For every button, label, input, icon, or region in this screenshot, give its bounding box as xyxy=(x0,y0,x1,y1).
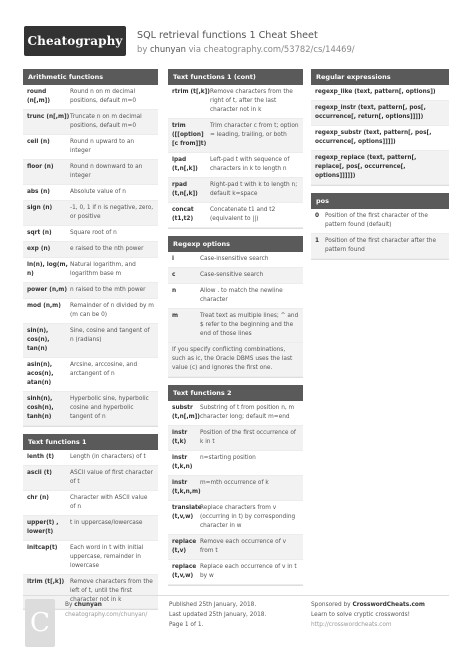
row-key: round (n[,m]) xyxy=(27,89,50,104)
row-value: Remove each occurrence of v from t xyxy=(200,539,287,554)
row-key: mod (n,m) xyxy=(27,303,61,309)
row-key: ascii (t) xyxy=(27,470,52,476)
sponsor-link[interactable]: http://crosswordcheats.com xyxy=(311,622,392,628)
published-date: Published 25th January, 2018. xyxy=(169,602,257,608)
row-value: Remainder of n divided by m (m can be 0) xyxy=(70,303,154,318)
row-value: Arcsine, arccosine, and arctangent of n xyxy=(70,362,138,377)
row-value: Position of the first occurrence of k in t xyxy=(200,430,296,445)
row-value: ASCII value of first character of t xyxy=(70,470,153,485)
row-value: Case-sensitive search xyxy=(200,272,264,278)
row-key: ln(n), log(m, n) xyxy=(27,262,68,277)
box-title: Text functions 2 xyxy=(168,385,303,401)
table-row xyxy=(311,151,449,185)
row-value: Sine, cosine and tangent of n (radians) xyxy=(70,328,150,343)
sponsor-name[interactable]: CrosswordCheats.com xyxy=(352,602,425,608)
table-row xyxy=(168,119,303,153)
box-title: Regular expressions xyxy=(311,69,449,85)
row-key: instr (t,k,n) xyxy=(172,455,193,470)
table-row xyxy=(23,85,158,110)
table-row xyxy=(168,309,303,343)
footer-author xyxy=(65,600,147,620)
row-value: Truncate n on m decimal positions, default m=0 xyxy=(70,114,142,129)
row-value: Natural logarithm, and logarithm base m xyxy=(70,262,136,277)
row-key: trunc (n[,m]) xyxy=(27,114,70,120)
row-key: chr (n) xyxy=(27,495,49,501)
text-functions-2-box xyxy=(168,385,303,586)
table-row xyxy=(311,234,449,259)
row-key: upper(t) , lower(t) xyxy=(27,520,59,535)
regexp-options-note: If you specify conflicting combinations, such as ic, the Oracle DBMS uses the last value (c) and ignores the first one. xyxy=(168,343,303,377)
row-value: Absolute value of n xyxy=(70,189,126,195)
row-value: Case-insensitive search xyxy=(200,256,269,262)
row-value: Replace each occurrence of v in t by w xyxy=(200,564,297,579)
row-key: sinh(n), cosh(n), tanh(n) xyxy=(27,396,54,420)
box-title: Regexp options xyxy=(168,236,303,252)
table-row xyxy=(311,209,449,234)
sponsor-text: Learn to solve cryptic crosswords! xyxy=(311,612,410,618)
table-row xyxy=(23,258,158,283)
table-row xyxy=(23,450,158,466)
column-3 xyxy=(311,69,449,267)
table-row xyxy=(168,252,303,268)
row-key: instr (t,k,n,m) xyxy=(172,480,201,495)
footer-by-label: By xyxy=(65,602,73,608)
row-key: rpad (t,n[,k]) xyxy=(172,182,198,197)
footer-dates xyxy=(169,600,266,630)
table-row xyxy=(168,268,303,284)
table-row xyxy=(23,242,158,258)
box-title: Arithmetic functions xyxy=(23,69,158,85)
row-key: ceil (n) xyxy=(27,139,50,145)
table-row xyxy=(311,101,449,126)
row-key: replace (t,v) xyxy=(172,539,197,554)
row-key: i xyxy=(172,256,174,262)
row-key: rtrim (t[,k]) xyxy=(172,89,210,95)
table-row xyxy=(168,560,303,585)
table-row xyxy=(23,135,158,160)
row-value: Right-pad t with k to length n; default k=space xyxy=(210,182,298,197)
row-value: Round n on m decimal positions, default m=0 xyxy=(70,89,137,104)
row-key: trim ([[option] [c from]]t) xyxy=(172,123,207,147)
arithmetic-functions-box xyxy=(23,69,158,427)
row-key: lpad (t,n[,k]) xyxy=(172,157,198,172)
row-key: 0 xyxy=(315,213,320,219)
table-row xyxy=(168,153,303,178)
by-label: by xyxy=(137,44,148,54)
via-label: via xyxy=(188,44,201,54)
table-row xyxy=(23,226,158,242)
row-key: sin(n), cos(n), tan(n) xyxy=(27,328,50,352)
row-value: Each word in t with initial uppercase, remainder in lowercase xyxy=(70,545,144,569)
box-title: Text functions 1 (cont) xyxy=(168,69,303,85)
row-key: regexp_substr (text, pattern[, pos[, occurrence[, options]]]]) xyxy=(315,130,432,145)
row-key: ltrim (t[,k]) xyxy=(27,579,65,585)
table-row xyxy=(168,426,303,451)
row-value: Replace characters from v (occurring in t) by corresponding character in w xyxy=(200,505,296,529)
row-key: replace (t,v,w) xyxy=(172,564,197,579)
table-row xyxy=(311,126,449,151)
footer-sponsor xyxy=(311,600,425,630)
row-key: asin(n), acos(n), atan(n) xyxy=(27,362,54,386)
row-key: c xyxy=(172,272,176,278)
footer-author-name[interactable]: chunyan xyxy=(74,602,102,608)
row-value: Square root of n xyxy=(70,230,117,236)
column-2 xyxy=(168,69,303,593)
box-title: Text functions 1 xyxy=(23,434,158,450)
table-row xyxy=(168,535,303,560)
table-row xyxy=(23,358,158,392)
table-row xyxy=(23,324,158,358)
table-row xyxy=(23,491,158,516)
table-row xyxy=(23,201,158,226)
row-value: Character with ASCII value of n xyxy=(70,495,148,510)
row-key: substr (t,n[,m]) xyxy=(172,405,200,420)
table-row xyxy=(23,110,158,135)
table-row xyxy=(23,185,158,201)
footer-author-link[interactable]: cheatography.com/chunyan/ xyxy=(65,612,148,618)
row-value: Trim character c from t; option = leading, trailing, or both xyxy=(210,123,299,138)
row-key: translate (t,v,w) xyxy=(172,505,202,520)
row-value: Left-pad t with sequence of characters in k to length n xyxy=(210,157,290,172)
row-key: regexp_like (text, pattern[, options]) xyxy=(315,89,436,95)
row-key: n xyxy=(172,288,177,294)
page-subtitle xyxy=(137,44,355,54)
table-row xyxy=(23,516,158,541)
table-row xyxy=(23,466,158,491)
regular-expressions-box xyxy=(311,69,449,186)
cheatography-logo[interactable]: Cheatography xyxy=(24,26,126,56)
table-row xyxy=(168,401,303,426)
row-key: instr (t,k) xyxy=(172,430,188,445)
row-key: regexp_instr (text, pattern[, pos[, occurrence[, return[, options]]]]) xyxy=(315,105,426,120)
row-key: sqrt (n) xyxy=(27,230,52,236)
table-row xyxy=(23,160,158,185)
table-row xyxy=(23,283,158,299)
sheet-url-link[interactable]: cheatography.com/53782/cs/14469/ xyxy=(203,44,355,54)
sponsor-label: Sponsored by xyxy=(311,602,351,608)
row-key: abs (n) xyxy=(27,189,50,195)
row-key: sign (n) xyxy=(27,205,53,211)
author-link[interactable]: chunyan xyxy=(149,44,186,54)
row-value: -1, 0, 1 if n is negative, zero, or positive xyxy=(70,205,154,220)
column-1 xyxy=(23,69,158,617)
table-row xyxy=(23,392,158,426)
row-value: Remove characters from the left of t, until the first character not in k xyxy=(70,579,153,603)
row-value: Substring of t from position n, m character long; default m=end xyxy=(200,405,295,420)
row-key: power (n,m) xyxy=(27,287,67,293)
table-row xyxy=(23,541,158,575)
text-functions-1-box xyxy=(23,434,158,610)
box-title: pos xyxy=(311,193,449,209)
row-value: Length (in characters) of t xyxy=(70,454,146,460)
regexp-options-box xyxy=(168,236,303,378)
table-row xyxy=(168,85,303,119)
table-row xyxy=(168,501,303,535)
row-value: n raised to the mth power xyxy=(70,287,146,293)
row-key: floor (n) xyxy=(27,164,54,170)
table-row xyxy=(23,299,158,324)
cheatography-footer-logo: C xyxy=(25,599,55,647)
row-value: Concatenate t1 and t2 (equivalent to ||) xyxy=(210,207,276,222)
pos-box xyxy=(311,193,449,260)
row-key: m xyxy=(172,313,179,319)
updated-date: Last updated 25th January, 2018. xyxy=(169,612,267,618)
table-row xyxy=(311,85,449,101)
row-key: initcap(t) xyxy=(27,545,58,551)
page-number: Page 1 of 1. xyxy=(169,622,204,628)
table-row xyxy=(168,203,303,228)
table-row xyxy=(168,284,303,309)
table-row xyxy=(168,178,303,203)
row-value: n=starting position xyxy=(200,455,256,461)
page-title: SQL retrieval functions 1 Cheat Sheet xyxy=(137,30,318,41)
table-row xyxy=(168,451,303,476)
row-value: e raised to the nth power xyxy=(70,246,144,252)
page-header xyxy=(0,0,474,62)
row-value: Round n upward to an integer xyxy=(70,139,135,154)
row-value: Round n downward to an integer xyxy=(70,164,143,179)
row-key: regexp_replace (text, pattern[, replace[, pos[, occurrence[, options]]]]]) xyxy=(315,155,417,179)
row-key: 1 xyxy=(315,238,320,244)
row-value: Remove characters from the right of t, after the last character not in k xyxy=(210,89,293,113)
page-footer xyxy=(23,595,449,657)
row-value: Hyperbolic sine, hyperbolic cosine and hyperbolic tangent of n xyxy=(70,396,149,420)
text-functions-1-cont-box xyxy=(168,69,303,229)
row-value: t in uppercase/lowercase xyxy=(70,520,143,526)
row-key: lenth (t) xyxy=(27,454,55,460)
row-value: Allow . to match the newline character xyxy=(200,288,283,303)
row-value: m=mth occurrence of k xyxy=(200,480,269,486)
row-value: Treat text as multiple lines; ^ and $ refer to the beginning and the end of those lines xyxy=(200,313,299,337)
table-row xyxy=(168,476,303,501)
row-value: Position of the first character after the pattern found xyxy=(325,238,437,253)
row-key: concat (t1,t2) xyxy=(172,207,194,222)
row-key: exp (n) xyxy=(27,246,51,252)
row-value: Position of the first character of the pattern found (default) xyxy=(325,213,428,228)
